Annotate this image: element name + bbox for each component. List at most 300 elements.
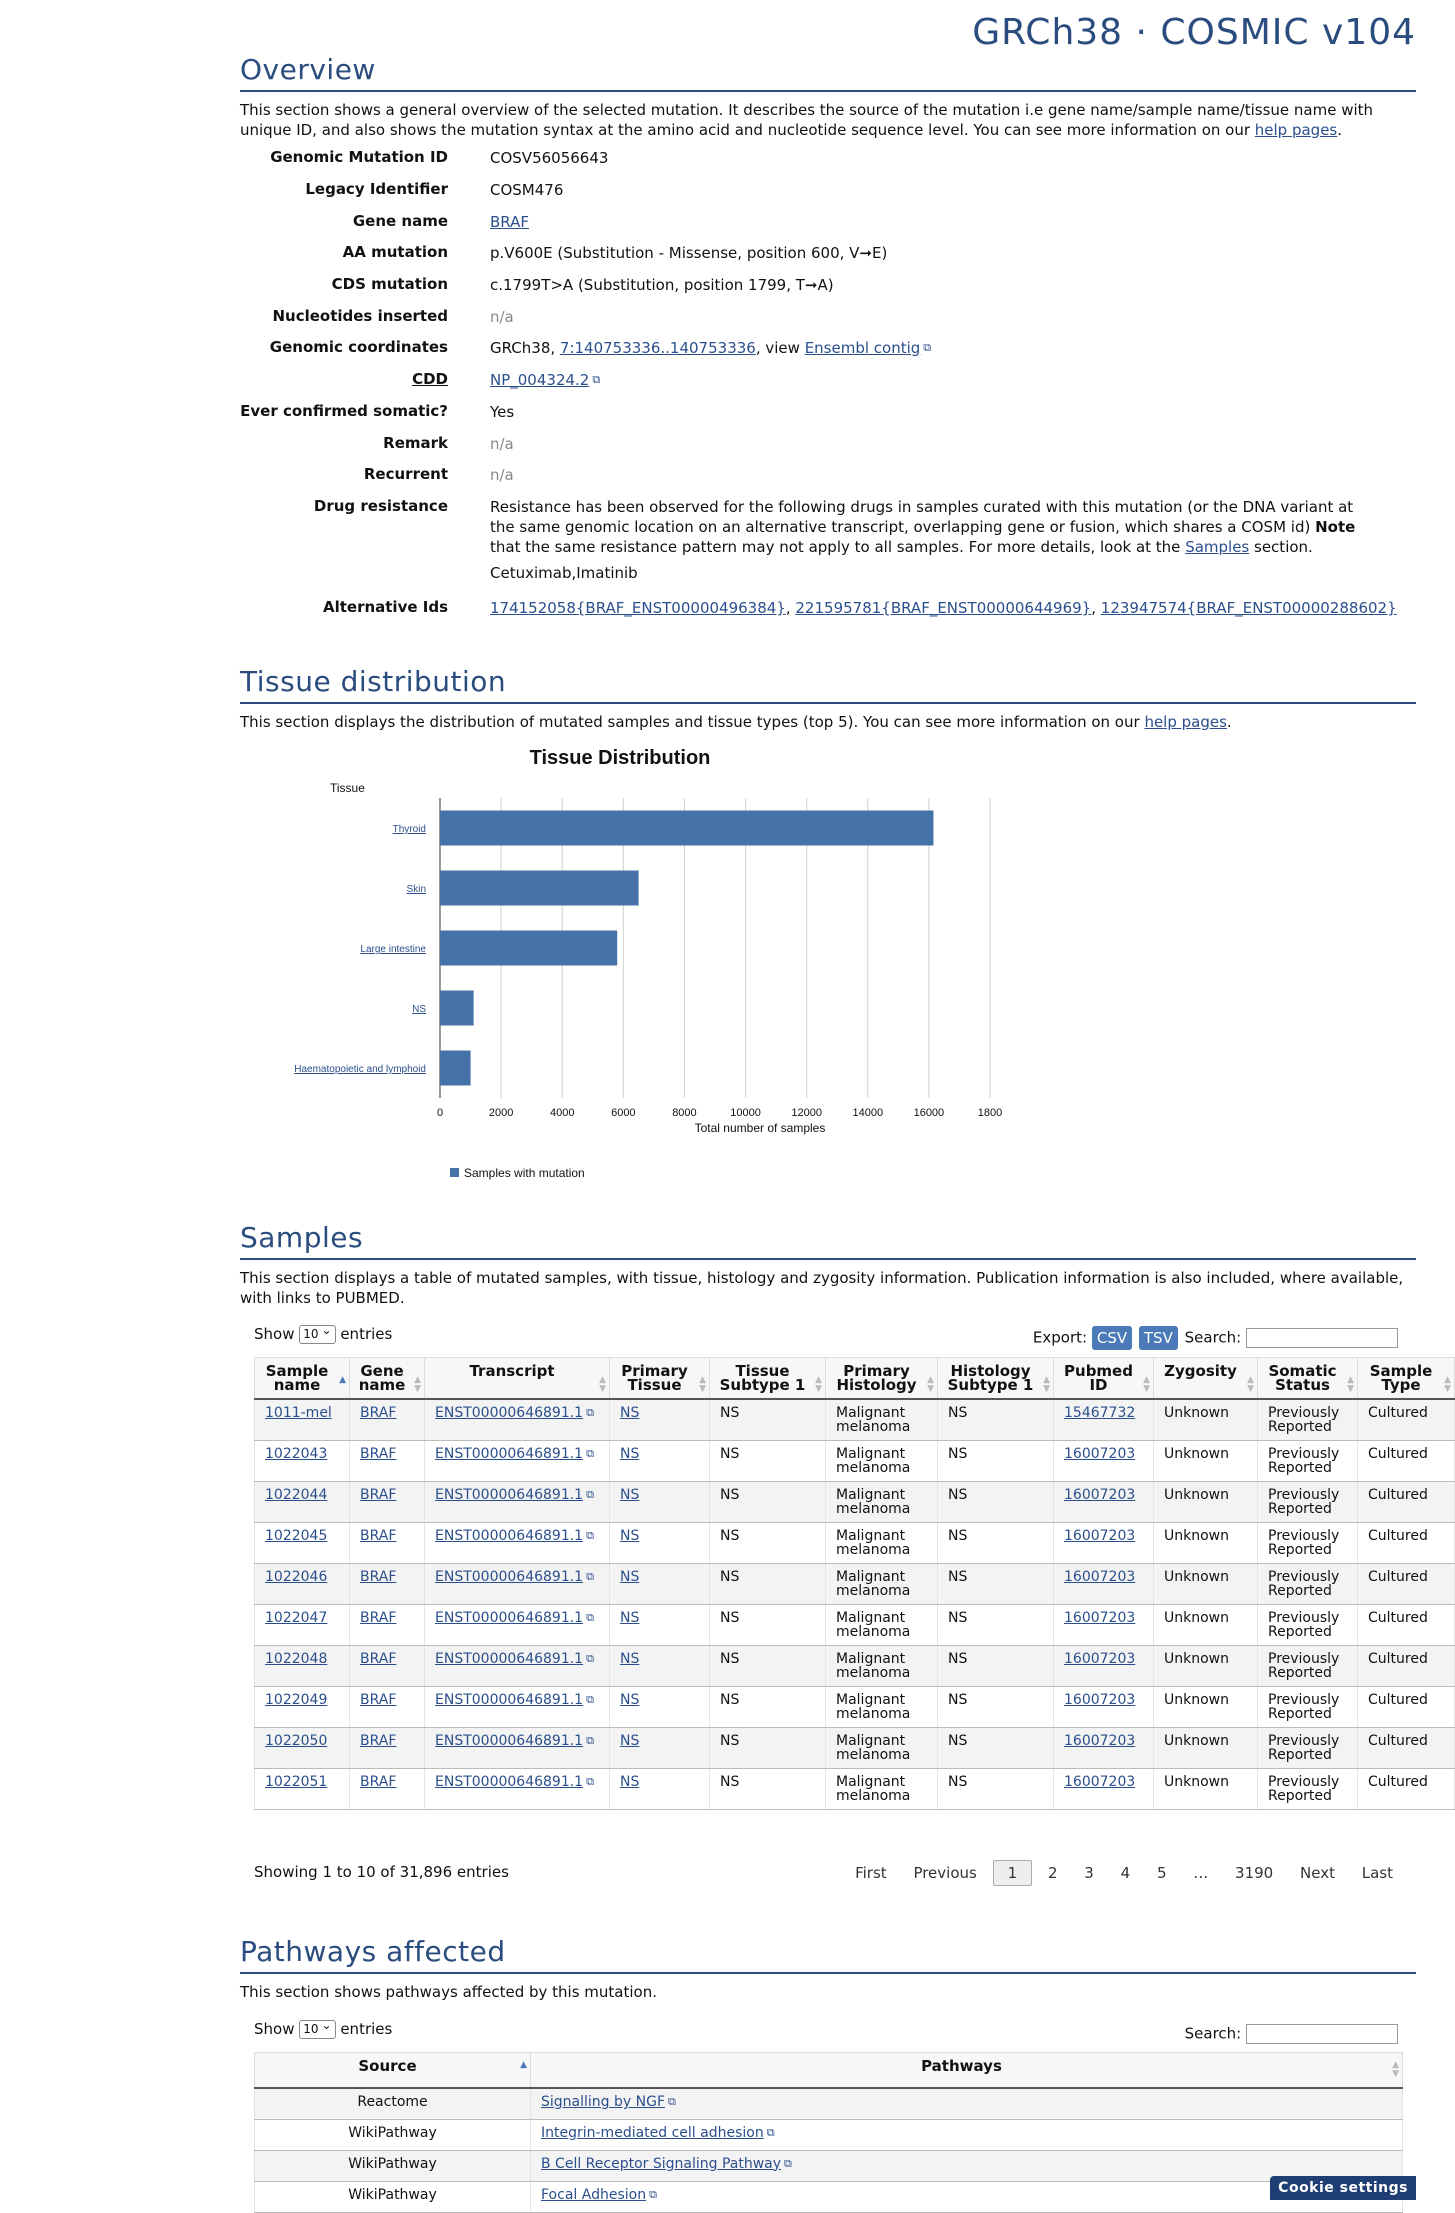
cell-text: NS [948,1528,968,1544]
detail-label: Legacy Identifier [305,180,448,198]
detail-value: COSV56056643 [490,149,609,167]
table-row [255,1605,1455,1646]
table-cell [1154,1687,1258,1728]
table-cell [1358,1646,1455,1687]
cell-text: Unknown [1164,1405,1229,1421]
export-tsv-button[interactable]: TSV [1139,1326,1178,1350]
samples-section [240,1220,1416,1308]
detail-label: Ever confirmed somatic? [240,402,448,420]
table-cell [350,1687,425,1728]
pager-next[interactable]: Next [1300,1864,1335,1882]
pathways-section [240,1934,1416,2002]
x-tick-label: 14000 [852,1107,884,1119]
table-cell [1054,1441,1154,1482]
overview-details [240,148,1416,628]
table-cell [610,1605,710,1646]
table-cell [1154,1523,1258,1564]
samples-length-control [254,1325,392,1344]
table-cell [1258,1399,1358,1441]
pathway-cell [531,2119,1403,2150]
overview-desc-text: This section shows a general overview of the selected mutation. It describes the source of the mutation i.e gene name/sample name/tissue name with unique ID, and also shows the mutation syntax at the amino acid and nucleotide sequence level. You can see more information on our [240,101,1374,139]
table-cell [826,1646,938,1687]
cell-link[interactable]: BRAF [360,1774,397,1790]
pager-ellipsis: … [1193,1864,1209,1882]
table-cell [826,1564,938,1605]
samples-entries-select[interactable]: 10 ⌄ [299,1325,335,1344]
drug-resistance-text: Resistance has been observed for the following drugs in samples curated with this mutation (or the DNA variant at the same genomic location on an alternative transcript, overlapping gene or fusion, which shares a COSM id) [490,498,1354,536]
pathways-length-control [254,2020,392,2039]
external-link-icon: ⧉ [592,373,601,386]
samples-col-header[interactable] [826,1358,938,1400]
cell-text: Previously Reported [1268,1774,1340,1804]
table-cell [1258,1564,1358,1605]
search-label: Search: [1184,2024,1242,2043]
samples-col-header[interactable] [1358,1358,1455,1400]
sort-icon: ▲ ▼ [699,1375,706,1394]
column-label: Source [358,2057,417,2075]
cell-link[interactable]: 1022046 [265,1569,328,1585]
cell-link[interactable]: ENST00000646891.1 [435,1651,584,1667]
pathways-description: This section shows pathways affected by this mutation. [240,1983,657,2001]
category-label-link[interactable]: Skin [406,884,426,895]
cell-link[interactable]: 1022045 [265,1528,328,1544]
detail-value: Yes [490,403,515,421]
table-cell [1154,1728,1258,1769]
assembly-title: GRCh38 · COSMIC v104 [972,12,1416,53]
detail-value: p.V600E (Substitution - Missense, position 600, V➞E) [490,244,888,262]
table-cell [710,1605,826,1646]
export-csv-button[interactable]: CSV [1092,1326,1132,1350]
cell-text: NS [720,1692,740,1708]
external-link-icon: ⧉ [586,1775,594,1788]
table-cell [1258,1687,1358,1728]
coords-mid: , view [755,339,805,357]
samples-info: Showing 1 to 10 of 31,896 entries [254,1863,509,1881]
table-cell [938,1605,1054,1646]
cell-text: Malignant melanoma [836,1733,911,1763]
samples-description: This section displays a table of mutated samples, with tissue, histology and zygosity information. Publication information is also included, where available, with links to PUBMED. [240,1269,1404,1307]
cell-link[interactable]: NS [620,1651,640,1667]
cell-link[interactable]: NS [620,1692,640,1708]
cell-text: Cultured [1368,1446,1428,1462]
category-label-link[interactable]: Large intestine [360,944,426,955]
table-cell [710,1646,826,1687]
pathways-col-header[interactable] [531,2053,1403,2089]
cell-link[interactable]: BRAF [360,1692,397,1708]
category-label-link[interactable]: NS [412,1004,426,1015]
alternative-id-link[interactable]: 123947574{BRAF_ENST00000288602} [1100,599,1397,617]
pathway-link[interactable]: B Cell Receptor Signaling Pathway [541,2155,782,2172]
external-link-icon: ⧉ [586,1447,594,1460]
tissue-desc-end: . [1226,713,1232,731]
detail-label: Genomic Mutation ID [270,148,448,166]
cell-link[interactable]: 1022049 [265,1692,328,1708]
table-cell [1054,1605,1154,1646]
bar [440,931,617,966]
detail-label: Recurrent [363,465,448,483]
table-cell [425,1728,610,1769]
table-cell [710,1564,826,1605]
tissue-title: Tissue distribution [240,664,1416,704]
table-cell [938,1728,1054,1769]
pathway-link[interactable]: Integrin-mediated cell adhesion [541,2124,764,2141]
cell-link[interactable]: 16007203 [1064,1569,1136,1585]
pathways-search-input[interactable] [1246,2024,1398,2044]
table-cell [610,1441,710,1482]
pathway-source: WikiPathway [255,2181,531,2212]
sort-icon: ▲ ▼ [414,1375,421,1394]
cell-link[interactable]: ENST00000646891.1 [435,1446,584,1462]
tissue-desc-text: This section displays the distribution of mutated samples and tissue types (top 5). You can see more information on our [240,713,1145,731]
pager-page-3[interactable]: 3 [1084,1864,1094,1882]
cell-link[interactable]: 1022048 [265,1651,328,1667]
cell-link[interactable]: NS [620,1569,640,1585]
samples-col-header[interactable] [1054,1358,1154,1400]
table-cell [938,1564,1054,1605]
cell-link[interactable]: 1022051 [265,1774,328,1790]
table-cell [1054,1646,1154,1687]
cell-text: Malignant melanoma [836,1774,911,1804]
table-cell [710,1482,826,1523]
column-label: Pathways [921,2057,1002,2075]
table-cell [255,1769,350,1810]
table-cell [938,1399,1054,1441]
column-label: Sample Type [1369,1362,1433,1394]
table-cell [610,1564,710,1605]
cell-text: Cultured [1368,1487,1428,1503]
cell-text: Malignant melanoma [836,1651,911,1681]
cell-text: NS [720,1487,740,1503]
sort-icon: ▲ ▼ [927,1375,934,1394]
table-cell [255,1687,350,1728]
show-label: Show [254,2020,295,2038]
cell-text: Unknown [1164,1610,1229,1626]
table-cell [710,1769,826,1810]
cell-text: NS [720,1405,740,1421]
table-cell [350,1564,425,1605]
show-label: Show [254,1325,295,1343]
table-cell [826,1441,938,1482]
cell-text: NS [720,1733,740,1749]
cell-link[interactable]: 1011-mel [265,1405,332,1421]
table-cell [610,1399,710,1441]
cell-text: Unknown [1164,1692,1229,1708]
pager-page-4[interactable]: 4 [1120,1864,1131,1882]
external-link-icon: ⧉ [766,2125,775,2139]
table-cell [425,1646,610,1687]
cell-text: NS [720,1651,740,1667]
pager-page-2[interactable]: 2 [1047,1864,1058,1882]
cdd-link[interactable]: NP_004324.2 [490,371,590,389]
cell-link[interactable]: BRAF [360,1405,397,1421]
table-cell [1358,1564,1455,1605]
cell-text: Previously Reported [1268,1569,1340,1599]
cell-link[interactable]: ENST00000646891.1 [435,1610,584,1626]
table-cell [350,1728,425,1769]
table-cell [1258,1482,1358,1523]
samples-col-header[interactable] [1154,1358,1258,1400]
cell-text: Previously Reported [1268,1446,1340,1476]
pager-page-1[interactable]: 1 [993,1860,1033,1886]
table-row [255,1441,1455,1482]
samples-export-search [1033,1326,1398,1350]
table-cell [350,1523,425,1564]
drug-resistance-note: Note [1315,518,1356,536]
pager-page-5[interactable]: 5 [1156,1864,1167,1882]
external-link-icon: ⧉ [668,2095,676,2108]
table-row [255,1523,1455,1564]
table-cell [1258,1523,1358,1564]
cdd-label-link[interactable]: CDD [412,370,448,388]
table-cell [1154,1564,1258,1605]
cell-text: Cultured [1368,1610,1428,1626]
cell-text: Unknown [1164,1569,1229,1585]
coordinates-link[interactable]: 7:140753336..140753336 [559,339,756,357]
cell-link[interactable]: ENST00000646891.1 [435,1569,584,1585]
cell-text: Cultured [1368,1774,1428,1790]
table-cell [710,1523,826,1564]
sort-icon: ▲ ▼ [599,1375,606,1394]
x-tick-label: 10000 [730,1107,761,1119]
sort-icon: ▲ ▼ [1392,2060,1399,2079]
bar [440,991,474,1026]
pager-previous[interactable]: Previous [913,1864,977,1882]
table-row [255,1769,1455,1810]
drug-list: Cetuximab,Imatinib [490,564,638,582]
cell-link[interactable]: 16007203 [1064,1774,1136,1790]
table-cell [1154,1769,1258,1810]
samples-col-header[interactable] [350,1358,425,1400]
cell-link[interactable]: BRAF [360,1446,397,1462]
detail-label: Genomic coordinates [269,338,448,356]
detail-label: CDS mutation [331,275,448,293]
cell-text: Cultured [1368,1405,1428,1421]
pathway-link[interactable]: Signalling by NGF [541,2094,665,2110]
table-cell [425,1769,610,1810]
entries-label: entries [340,1325,393,1343]
sort-icon: ▲ ▼ [1143,1375,1150,1394]
cell-link[interactable]: ENST00000646891.1 [435,1528,584,1544]
pathways-search [1185,2024,1398,2044]
table-cell [1154,1399,1258,1441]
cell-link[interactable]: 1022043 [265,1446,328,1462]
table-cell [425,1687,610,1728]
overview-section [240,52,1416,140]
table-cell [826,1769,938,1810]
table-cell [1054,1482,1154,1523]
external-link-icon: ⧉ [923,341,932,354]
tissue-description [240,712,1416,732]
table-cell [1054,1523,1154,1564]
cell-link[interactable]: 16007203 [1064,1610,1136,1626]
table-cell [350,1482,425,1523]
cell-link[interactable]: 1022047 [265,1610,328,1626]
table-cell [255,1728,350,1769]
external-link-icon: ⧉ [586,1652,594,1665]
cell-text: NS [720,1774,740,1790]
cell-link[interactable]: ENST00000646891.1 [435,1774,584,1790]
pathway-source: Reactome [255,2088,531,2119]
cell-link[interactable]: NS [620,1528,640,1544]
cell-text: Cultured [1368,1528,1428,1544]
table-cell [710,1399,826,1441]
x-tick-label: 6000 [611,1107,636,1119]
cell-text: NS [948,1733,968,1749]
table-cell [938,1646,1054,1687]
samples-col-header[interactable] [610,1358,710,1400]
table-cell [425,1605,610,1646]
tissue-chart [270,738,1030,1188]
cell-text: Unknown [1164,1651,1229,1667]
table-row [255,1482,1455,1523]
detail-label: AA mutation [342,243,448,261]
cell-link[interactable]: 16007203 [1064,1651,1136,1667]
cell-link[interactable]: BRAF [360,1487,397,1503]
pathways-entries-select[interactable]: 10 ⌄ [299,2020,335,2039]
cell-text: Malignant melanoma [836,1692,911,1722]
cell-link[interactable]: 1022050 [265,1733,328,1749]
table-cell [425,1399,610,1441]
table-row [255,1564,1455,1605]
cell-link[interactable]: BRAF [360,1528,397,1544]
column-label: Histology Subtype 1 [947,1362,1034,1394]
cell-link[interactable]: BRAF [360,1651,397,1667]
table-cell [1054,1728,1154,1769]
samples-search-input[interactable] [1246,1328,1398,1348]
table-cell [255,1523,350,1564]
cell-text: Malignant melanoma [836,1528,911,1558]
table-row [255,1687,1455,1728]
alternative-id-link[interactable]: 221595781{BRAF_ENST00000644969} [795,599,1092,617]
table-cell [610,1687,710,1728]
samples-col-header[interactable] [938,1358,1054,1400]
cell-text: NS [720,1446,740,1462]
table-cell [938,1523,1054,1564]
gene-name-link[interactable]: BRAF [490,213,529,231]
cell-text: Previously Reported [1268,1733,1340,1763]
cell-link[interactable]: BRAF [360,1610,397,1626]
cell-link[interactable]: NS [620,1446,640,1462]
sort-icon: ▲ ▼ [1247,1375,1254,1394]
pager-last[interactable]: Last [1361,1864,1393,1882]
table-cell [350,1646,425,1687]
overview-help-link[interactable]: help pages [1254,121,1338,139]
cell-link[interactable]: 16007203 [1064,1487,1136,1503]
category-label-link[interactable]: Thyroid [392,824,426,835]
separator: , [1091,599,1101,617]
cell-text: NS [720,1569,740,1585]
cell-text: Malignant melanoma [836,1610,911,1640]
cell-text: NS [948,1651,968,1667]
table-cell [826,1687,938,1728]
cell-link[interactable]: BRAF [360,1733,397,1749]
cell-link[interactable]: ENST00000646891.1 [435,1733,584,1749]
samples-col-header[interactable] [255,1358,350,1400]
cell-link[interactable]: 16007203 [1064,1692,1136,1708]
pager-first[interactable]: First [855,1864,887,1882]
pathways-col-header[interactable] [255,2053,531,2089]
cell-link[interactable]: 1022044 [265,1487,328,1503]
column-label: Somatic Status [1268,1362,1337,1394]
cell-link[interactable]: NS [620,1610,640,1626]
ensembl-contig-link[interactable]: Ensembl contig [804,339,921,357]
samples-section-link[interactable]: Samples [1185,538,1250,556]
cell-text: NS [720,1528,740,1544]
table-row [255,2181,1403,2212]
table-cell [425,1564,610,1605]
category-label-link[interactable]: Haematopoietic and lymphoid [294,1064,426,1075]
alternative-id-link[interactable]: 174152058{BRAF_ENST00000496384} [490,599,786,617]
table-cell [1358,1441,1455,1482]
external-link-icon: ⧉ [586,1734,594,1747]
cell-link[interactable]: 15467732 [1064,1405,1136,1421]
cell-link[interactable]: NS [620,1774,640,1790]
cell-text: Previously Reported [1268,1528,1340,1558]
tissue-help-link[interactable]: help pages [1144,713,1227,731]
cell-link[interactable]: NS [620,1405,640,1421]
chart-title: Tissue Distribution [529,747,711,769]
cell-text: Unknown [1164,1733,1229,1749]
sort-icon: ▲ ▼ [815,1375,822,1394]
pathway-link[interactable]: Focal Adhesion [541,2186,647,2203]
cell-text: Cultured [1368,1692,1428,1708]
x-tick-label: 4000 [549,1107,575,1119]
table-cell [710,1728,826,1769]
sort-ascending-icon: ▲ [520,2060,527,2070]
table-cell [826,1728,938,1769]
table-cell [1358,1482,1455,1523]
table-cell [255,1646,350,1687]
x-tick-label: 16000 [913,1107,945,1119]
table-cell [1358,1523,1455,1564]
cell-text: NS [720,1610,740,1626]
cell-link[interactable]: ENST00000646891.1 [435,1487,584,1503]
legend-swatch [450,1168,459,1177]
samples-col-header[interactable] [1258,1358,1358,1400]
detail-label: Alternative Ids [322,598,448,616]
x-tick-label: 8000 [672,1107,697,1119]
table-cell [1054,1399,1154,1441]
cell-link[interactable]: 16007203 [1064,1733,1136,1749]
entries-label: entries [340,2020,393,2038]
table-cell [710,1687,826,1728]
column-label: Sample name [265,1362,329,1394]
table-row [255,1646,1455,1687]
table-cell [826,1399,938,1441]
cell-link[interactable]: ENST00000646891.1 [435,1692,584,1708]
cell-text: Previously Reported [1268,1610,1340,1640]
pager-last-page[interactable]: 3190 [1235,1864,1274,1882]
cell-link[interactable]: NS [620,1487,640,1503]
table-row [255,2150,1403,2181]
chart-y-axis-label: Tissue [330,781,365,795]
cell-link[interactable]: BRAF [360,1569,397,1585]
table-cell [1154,1646,1258,1687]
samples-col-header[interactable] [710,1358,826,1400]
table-cell [1154,1605,1258,1646]
cell-link[interactable]: NS [620,1733,640,1749]
table-cell [255,1564,350,1605]
table-cell [610,1728,710,1769]
cell-link[interactable]: 16007203 [1064,1446,1136,1462]
cookie-settings-button[interactable]: Cookie settings [1270,2176,1416,2200]
cell-link[interactable]: 16007203 [1064,1528,1136,1544]
detail-value: COSM476 [490,181,564,199]
table-cell [1154,1441,1258,1482]
cell-text: NS [948,1692,968,1708]
samples-col-header[interactable] [425,1358,610,1400]
cell-link[interactable]: ENST00000646891.1 [435,1405,584,1421]
